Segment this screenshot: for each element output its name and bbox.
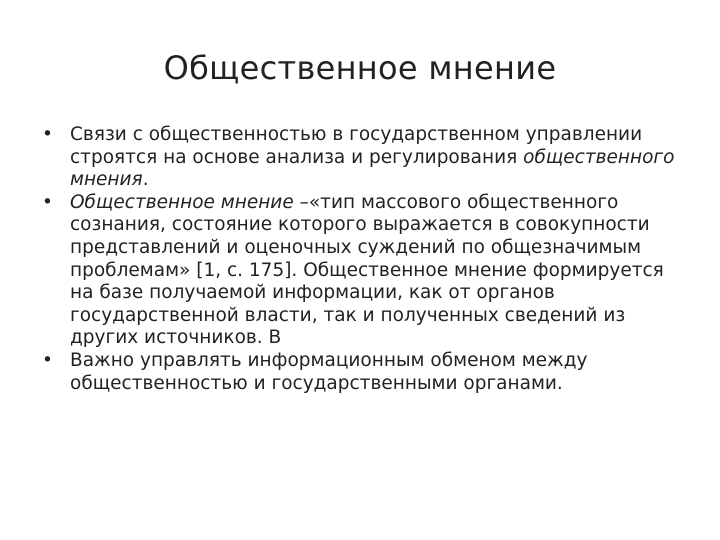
bullet-marker: • [42, 349, 53, 371]
bullet-list [42, 124, 682, 395]
bullet-marker: • [42, 124, 53, 145]
bullet-1-emphasis: общественного мнения [70, 146, 675, 191]
bullet-item-3 [42, 350, 682, 395]
bullet-1-end: . [142, 169, 149, 191]
bullet-item-1 [42, 124, 682, 192]
bullet-marker: • [42, 191, 53, 213]
bullet-2-emphasis: Общественное мнение [70, 191, 294, 213]
slide-title: Общественное мнение [163, 49, 557, 87]
bullet-2-text: –«тип массового общественного сознания, состояние которого выражается в совокупности представлений и оценочных суждений по общезначимым проблемам» [1, с. 175]. Общественное мнение формируется на базе получаемой информации, как от органов государственной власти, так и полученных сведений из других источников. В [70, 191, 664, 349]
bullet-item-2 [42, 192, 682, 350]
bullet-3-text: Важно управлять информационным обменом между общественностью и государственными органами. [70, 349, 588, 394]
bullet-1-text: Связи с общественностью в государственном управлении строятся на основе анализа и регулирования [70, 124, 643, 168]
